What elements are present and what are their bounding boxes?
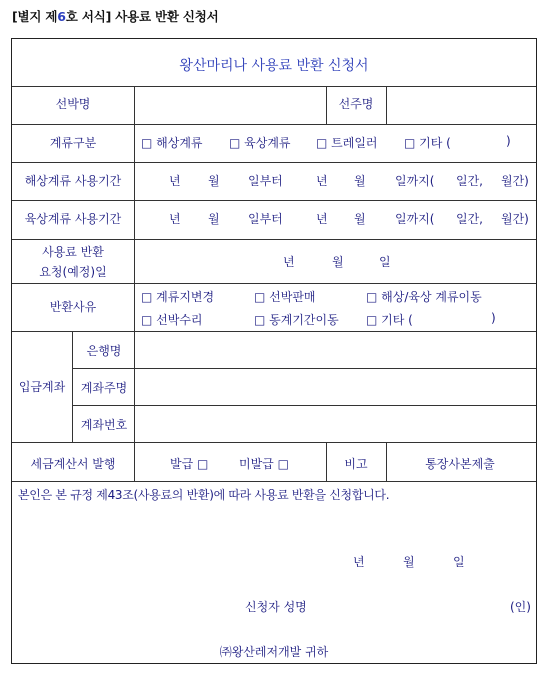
issued-checkbox[interactable]: 발급 □ [170, 457, 209, 471]
sign-month: 월 [403, 555, 415, 569]
sign-day: 일 [453, 555, 465, 569]
account-number-label: 계좌번호 [80, 418, 128, 432]
ship-name-field[interactable] [135, 88, 323, 122]
sea-mooring-checkbox[interactable]: □ 해상계류 [141, 136, 203, 150]
col-divider [134, 124, 135, 331]
col-divider [326, 442, 327, 481]
period-days: 일간, [456, 212, 483, 226]
period-months: 월간) [501, 212, 529, 226]
row-divider [12, 86, 536, 87]
period-year: 년 [316, 174, 328, 188]
period-days: 일간, [456, 174, 483, 188]
col-divider [326, 86, 327, 124]
paren-close: ) [506, 134, 511, 148]
period-year: 년 [169, 174, 181, 188]
reason-label: 반환사유 [49, 300, 97, 314]
row-divider [12, 239, 536, 240]
ship-repair-checkbox[interactable]: □ 선박수리 [141, 313, 203, 327]
account-number-field[interactable] [135, 407, 533, 441]
ship-name-label: 선박명 [55, 97, 91, 111]
period-month: 월 [354, 174, 366, 188]
bank-name-label: 은행명 [86, 344, 122, 358]
land-mooring-checkbox[interactable]: □ 육상계류 [229, 136, 291, 150]
row-divider [72, 368, 536, 369]
owner-name-label: 선주명 [338, 97, 374, 111]
account-holder-label: 계좌주명 [80, 381, 128, 395]
trailer-checkbox[interactable]: □ 트레일러 [316, 136, 378, 150]
period-from: 일부터 [248, 174, 283, 188]
owner-name-field[interactable] [388, 88, 534, 122]
applicant-name-label: 신청자 성명 [245, 600, 307, 614]
invoice-label: 세금계산서 발행 [30, 457, 116, 471]
col-divider [386, 86, 387, 124]
col-divider [134, 442, 135, 481]
row-divider [12, 162, 536, 163]
period-months: 월간) [501, 174, 529, 188]
winter-move-checkbox[interactable]: □ 동계기간이동 [254, 313, 339, 327]
row-divider [12, 283, 536, 284]
account-holder-field[interactable] [135, 370, 533, 404]
period-year: 년 [316, 212, 328, 226]
period-month: 월 [208, 174, 220, 188]
row-divider [12, 331, 536, 332]
period-from: 일부터 [248, 212, 283, 226]
request-date-label-1: 사용료 반환 [42, 245, 104, 259]
paren-close: ) [491, 311, 496, 325]
row-divider [12, 481, 536, 482]
bank-name-field[interactable] [135, 333, 533, 367]
berth-change-checkbox[interactable]: □ 계류지변경 [141, 290, 215, 304]
date-day: 일 [379, 255, 391, 269]
other-checkbox[interactable]: □ 기타 ( [404, 136, 451, 150]
row-divider [12, 442, 536, 443]
seal-mark: (인) [510, 600, 531, 614]
row-divider [12, 200, 536, 201]
passbook-copy-label: 통장사본제출 [425, 457, 495, 471]
reason-other-checkbox[interactable]: □ 기타 ( [366, 313, 413, 327]
land-period-label: 육상계류 사용기간 [24, 212, 122, 226]
date-month: 월 [332, 255, 344, 269]
ship-sale-checkbox[interactable]: □ 선박판매 [254, 290, 316, 304]
col-divider [386, 442, 387, 481]
period-year: 년 [169, 212, 181, 226]
sea-period-label: 해상계류 사용기간 [24, 174, 122, 188]
mooring-move-checkbox[interactable]: □ 해상/육상 계류이동 [366, 290, 482, 304]
period-until: 일까지( [395, 174, 435, 188]
not-issued-checkbox[interactable]: 미발급 □ [239, 457, 289, 471]
period-until: 일까지( [395, 212, 435, 226]
col-divider [72, 331, 73, 442]
sign-year: 년 [353, 555, 365, 569]
row-divider [12, 124, 536, 125]
deposit-account-label: 입금계좌 [18, 380, 66, 394]
period-month: 월 [354, 212, 366, 226]
note-label: 비고 [344, 457, 368, 471]
date-year: 년 [283, 255, 295, 269]
addressee: ㈜왕산레저개발 귀하 [219, 645, 329, 659]
mooring-type-label: 계류구분 [49, 136, 97, 150]
application-statement: 본인은 본 규정 제43조(사용료의 반환)에 따라 사용료 반환을 신청합니다. [18, 488, 390, 502]
period-month: 월 [208, 212, 220, 226]
form-title: 왕산마리나 사용료 반환 신청서 [179, 58, 369, 74]
form-number-header: [별지 제6호 서식] 사용료 반환 신청서 [12, 9, 219, 24]
request-date-label-2: 요청(예정)일 [39, 265, 107, 279]
row-divider [72, 405, 536, 406]
